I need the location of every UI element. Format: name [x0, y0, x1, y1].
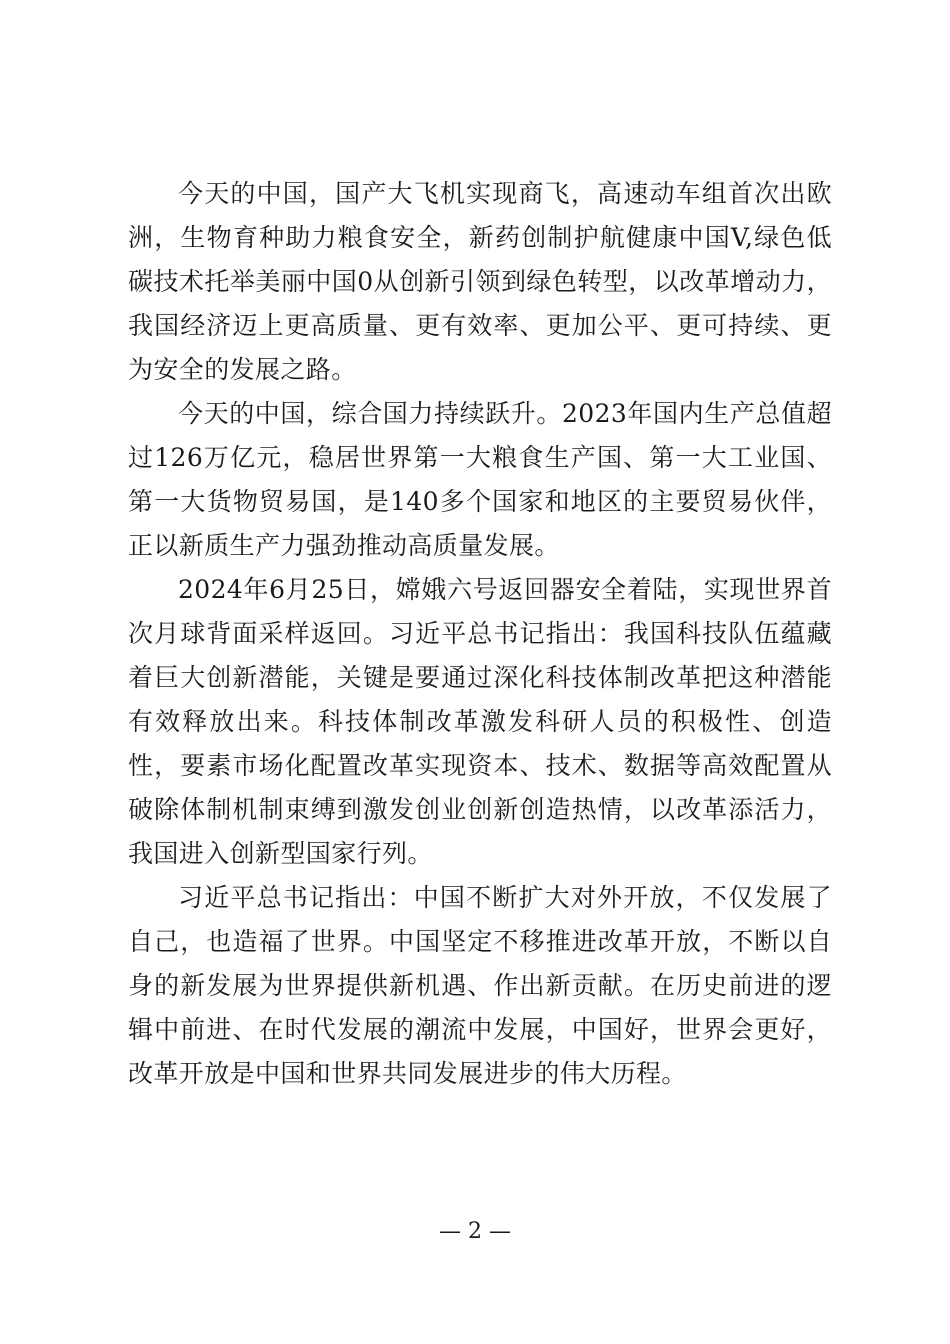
- paragraph-4: 习近平总书记指出：中国不断扩大对外开放，不仅发展了自己，也造福了世界。中国坚定不移推进改革开放，不断以自身的新发展为世界提供新机遇、作出新贡献。在历史前进的逻辑中前进、在时代发展的潮流中发展，中国好，世界会更好，改革开放是中国和世界共同发展进步的伟大历程。: [128, 883, 832, 1088]
- document-body: [128, 172, 832, 1096]
- paragraph-3: 2024年6月25日，嫦娥六号返回器安全着陆，实现世界首次月球背面采样返回。习近平总书记指出：我国科技队伍蕴藏着巨大创新潜能，关键是要通过深化科技体制改革把这种潜能有效释放出来。科技体制改革激发科研人员的积极性、创造性，要素市场化配置改革实现资本、技术、数据等高效配置从破除体制机制束缚到激发创业创新创造热情，以改革添活力，我国进入创新型国家行列。: [128, 575, 832, 868]
- paragraph-2: 今天的中国，综合国力持续跃升。2023年国内生产总值超过126万亿元，稳居世界第一大粮食生产国、第一大工业国、第一大货物贸易国，是140多个国家和地区的主要贸易伙伴，正以新质生产力强劲推动高质量发展。: [128, 399, 832, 560]
- page-number: — 2 —: [439, 1219, 511, 1244]
- paragraph-1: 今天的中国，国产大飞机实现商飞，高速动车组首次出欧洲，生物育种助力粮食安全，新药创制护航健康中国V,绿色低碳技术托举美丽中国0从创新引领到绿色转型，以改革增动力，我国经济迈上更高质量、更有效率、更加公平、更可持续、更为安全的发展之路。: [128, 179, 832, 384]
